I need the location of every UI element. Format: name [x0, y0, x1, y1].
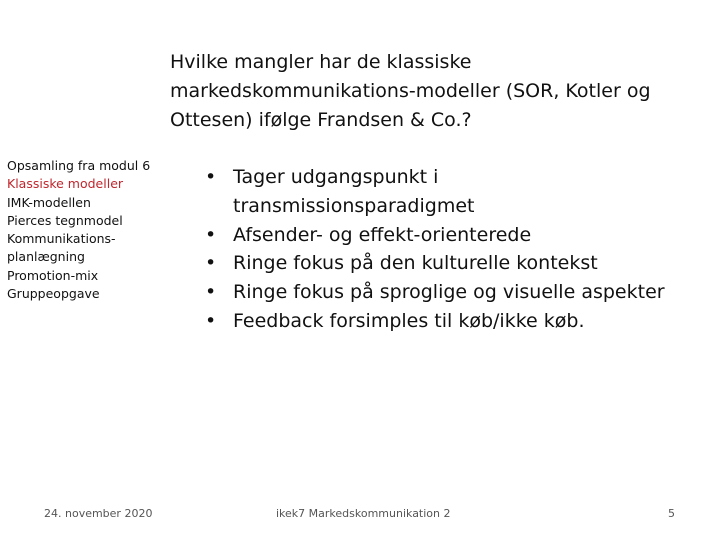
sidebar-item-kommunikations[interactable]: Kommunikations-	[7, 231, 116, 247]
sidebar-item-opsamling[interactable]: Opsamling fra modul 6	[7, 158, 151, 173]
bullet-text: Afsender- og effekt-orienterede	[233, 223, 532, 246]
bullet-item	[203, 249, 703, 278]
title-line-3: Ottesen) ifølge Frandsen & Co.?	[170, 109, 472, 131]
bullet-text: Ringe fokus på sproglige og visuelle aspekter	[233, 281, 665, 304]
bullet-text: Feedback forsimples til køb/ikke køb.	[233, 309, 585, 332]
title-line-1: Hvilke mangler har de klassiske	[170, 51, 472, 73]
sidebar-nav	[7, 157, 157, 303]
bullet-dot-icon: •	[205, 166, 217, 188]
bullet-item	[203, 221, 703, 250]
bullet-dot-icon: •	[205, 281, 217, 304]
bullet-dot-icon: •	[205, 309, 217, 332]
sidebar-item-pierces-tegnmodel[interactable]: Pierces tegnmodel	[7, 212, 123, 228]
sidebar-item-klassiske-modeller[interactable]: Klassiske modeller	[7, 176, 124, 192]
sidebar-item-imk-modellen[interactable]: IMK-modellen	[7, 194, 91, 210]
sidebar-item-planlaegning[interactable]: planlægning	[7, 249, 85, 265]
sidebar-item-gruppeopgave[interactable]: Gruppeopgave	[7, 286, 100, 302]
sidebar-item-promotion-mix[interactable]: Promotion-mix	[7, 267, 99, 283]
footer-course: ikek7 Markedskommunikation 2	[276, 507, 451, 520]
bullet-list	[203, 163, 703, 336]
bullet-item	[203, 278, 703, 307]
bullet-item	[203, 163, 703, 221]
page-number: 5	[668, 507, 675, 520]
bullet-text: Tager udgangspunkt i	[233, 166, 439, 188]
bullet-text: Ringe fokus på den kulturelle kontekst	[233, 252, 598, 275]
slide-title	[170, 48, 690, 135]
footer-date: 24. november 2020	[44, 507, 153, 520]
bullet-dot-icon: •	[205, 223, 217, 246]
bullet-dot-icon: •	[205, 252, 217, 275]
bullet-item	[203, 307, 703, 336]
bullet-text-continuation: transmissionsparadigmet	[233, 194, 475, 217]
title-line-2: markedskommunikations-modeller (SOR, Kotler og	[170, 80, 651, 102]
